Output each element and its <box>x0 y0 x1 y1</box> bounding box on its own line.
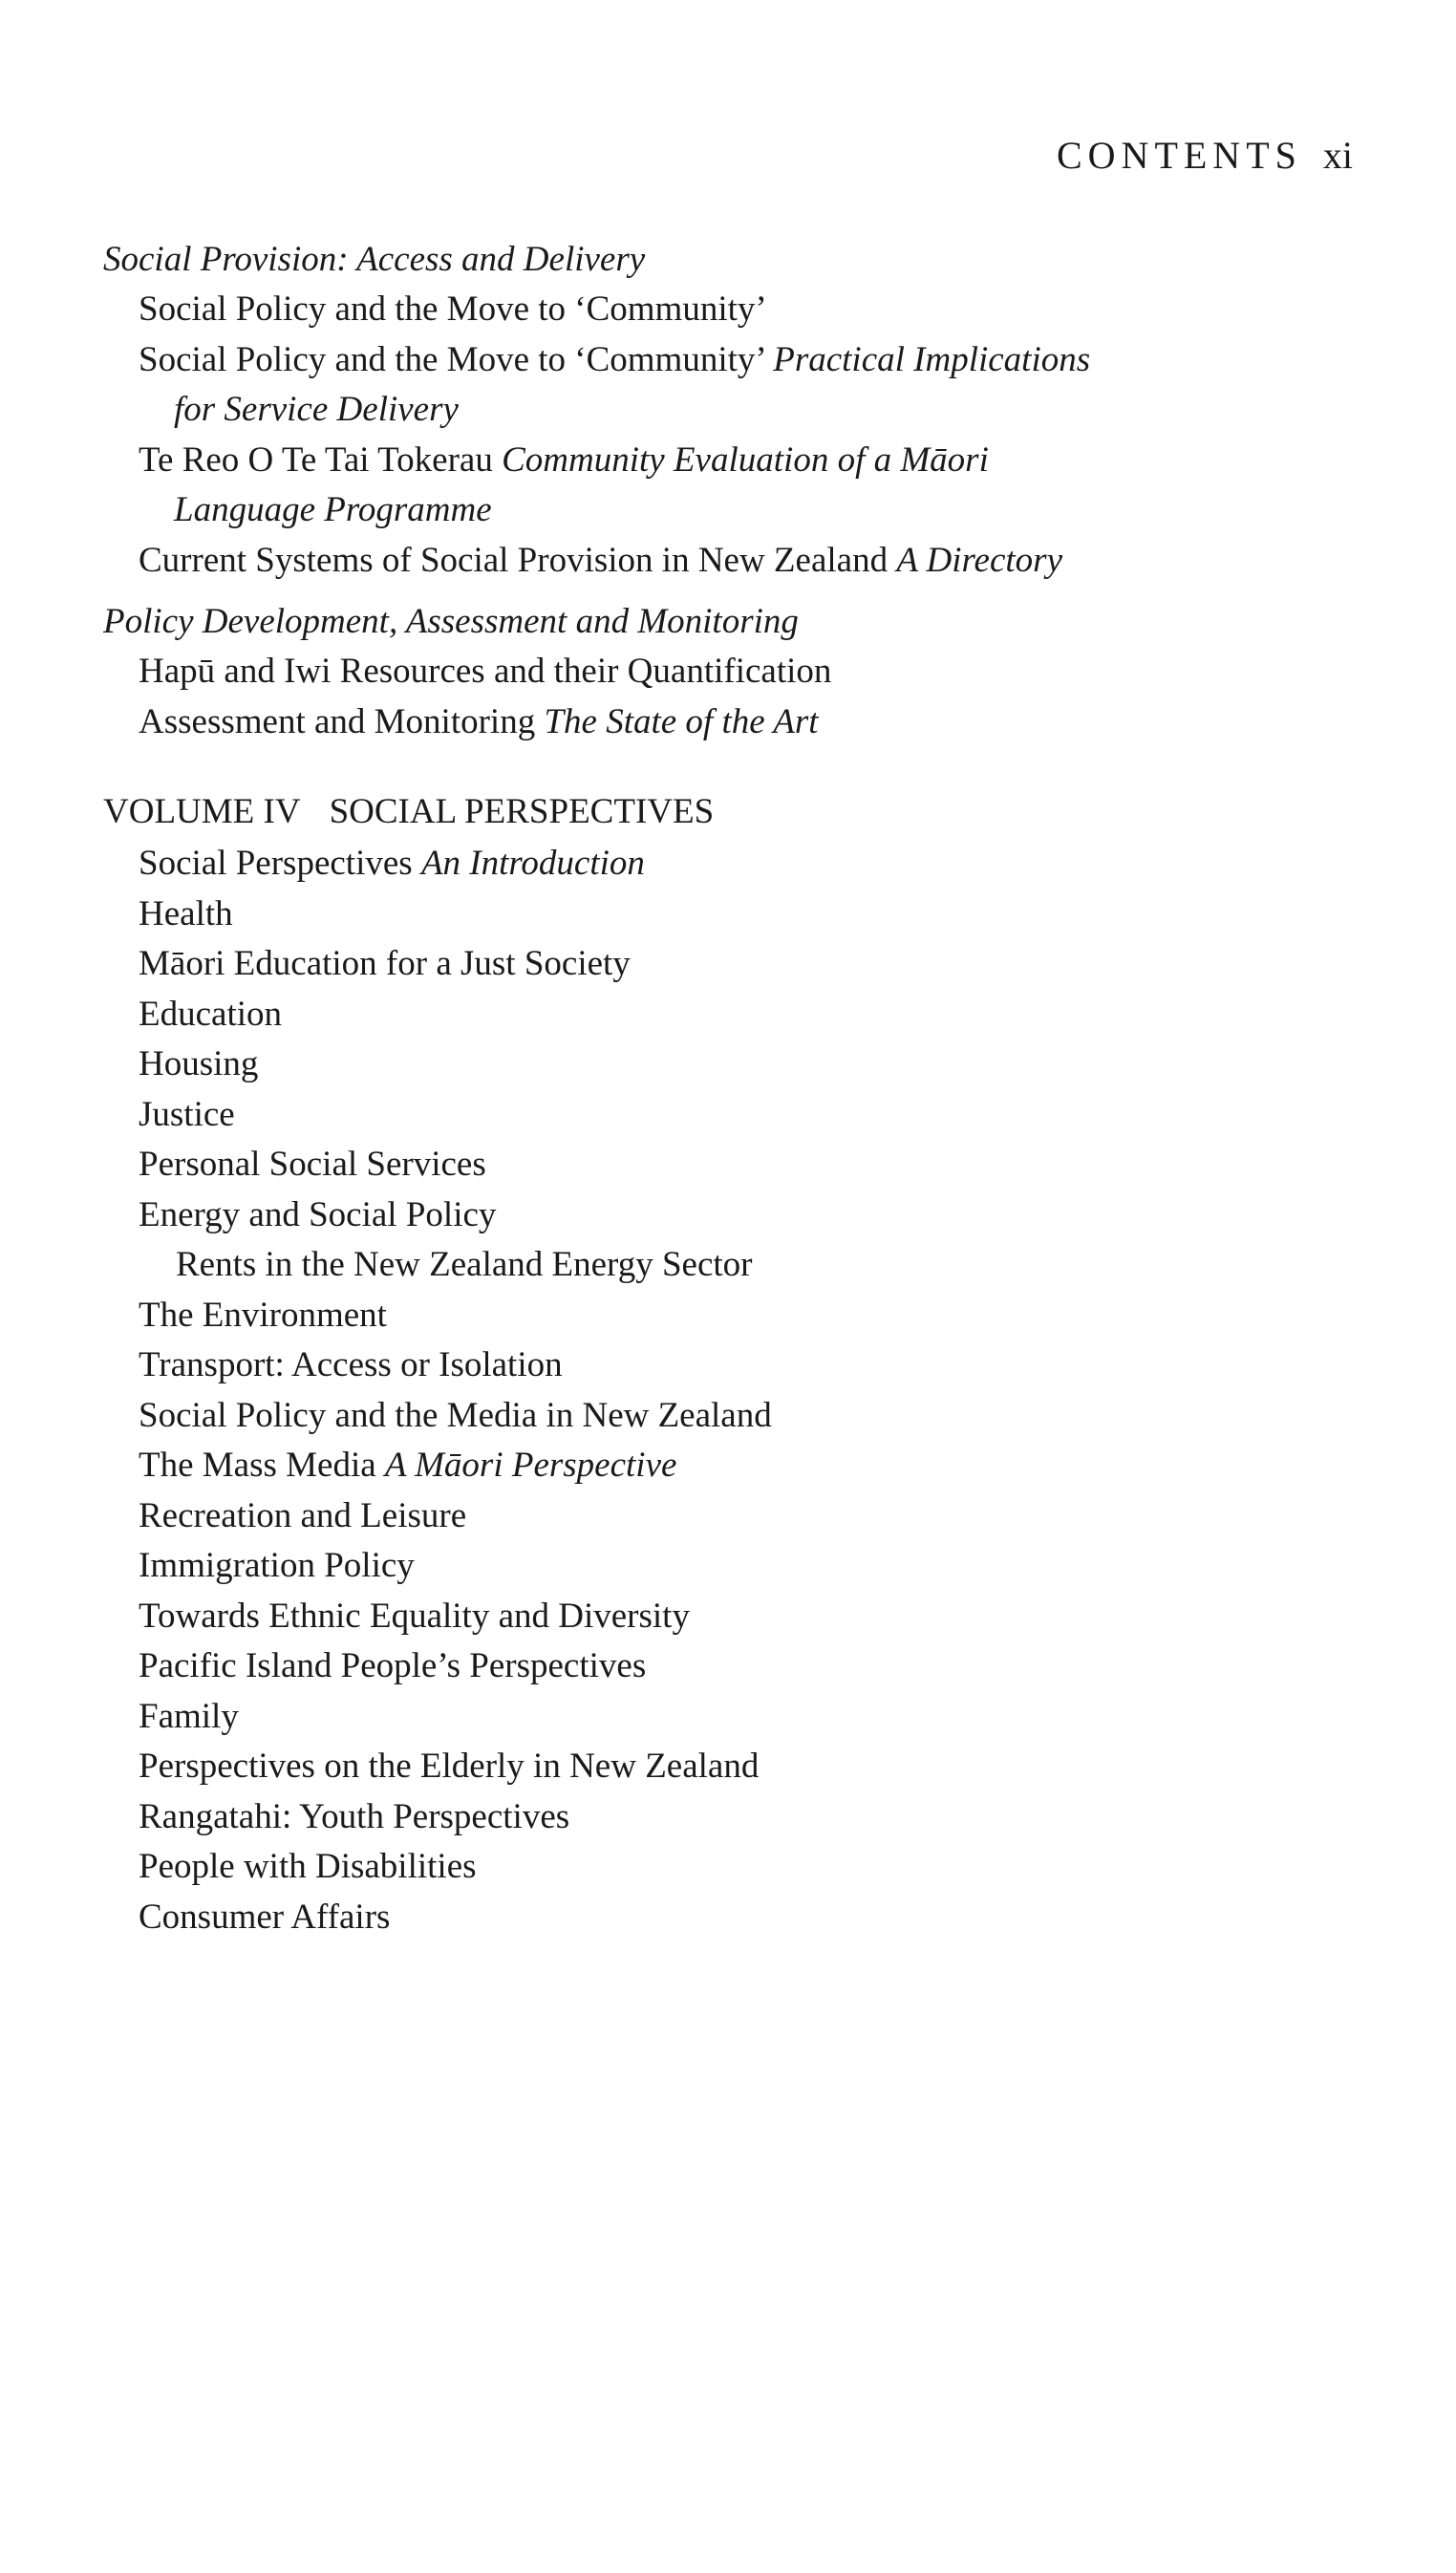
toc-entry <box>139 1893 1364 1943</box>
entry-title: People with Disabilities <box>139 1847 477 1886</box>
section-heading: Social Provision: Access and Delivery <box>103 240 646 279</box>
toc-sub-entry <box>176 1240 1364 1291</box>
toc-entry <box>139 436 1364 536</box>
running-head-title: CONTENTS <box>1056 134 1302 177</box>
table-of-contents <box>103 235 1364 1942</box>
entry-title: Pacific Island People’s Perspectives <box>139 1646 647 1685</box>
entry-subtitle: A Māori Perspective <box>384 1446 677 1485</box>
entry-title: Housing <box>139 1044 259 1083</box>
toc-entry <box>139 939 1364 990</box>
toc-entry <box>139 1190 1364 1241</box>
entry-title: Transport: Access or Isolation <box>139 1345 563 1384</box>
entry-title: Recreation and Leisure <box>139 1495 467 1535</box>
entry-subtitle-continued: for Service Delivery <box>174 390 459 429</box>
running-head <box>1056 134 1353 177</box>
toc-entry <box>139 1441 1364 1491</box>
entry-title: Family <box>139 1696 239 1736</box>
entry-title: Rents in the New Zealand Energy Sector <box>176 1245 753 1284</box>
volume-heading <box>103 785 1364 839</box>
toc-entry <box>139 1742 1364 1792</box>
toc-entry <box>139 1040 1364 1090</box>
toc-entry <box>139 990 1364 1040</box>
page-number: xi <box>1322 134 1353 177</box>
toc-entry <box>139 647 1364 697</box>
entry-subtitle: The State of the Art <box>544 701 819 741</box>
entry-title: Social Policy and the Move to ‘Community’ <box>139 289 767 329</box>
toc-entry <box>139 1090 1364 1141</box>
entry-title: Te Reo O Te Tai Tokerau <box>139 440 493 480</box>
toc-entry <box>139 839 1364 890</box>
section-heading: Policy Development, Assessment and Monitoring <box>103 602 799 641</box>
entry-title: Energy and Social Policy <box>139 1194 497 1234</box>
entry-title: Personal Social Services <box>139 1145 486 1184</box>
toc-entry <box>139 1541 1364 1592</box>
entry-title: The Environment <box>139 1295 387 1335</box>
volume-title: SOCIAL PERSPECTIVES <box>329 792 715 831</box>
entry-title: Rangatahi: Youth Perspectives <box>139 1796 570 1836</box>
toc-entry <box>139 697 1364 748</box>
volume-number: VOLUME IV <box>103 792 301 831</box>
entry-subtitle: Community Evaluation of a Māori <box>502 440 989 480</box>
toc-entry <box>139 536 1364 587</box>
entry-title: Assessment and Monitoring <box>139 701 536 741</box>
toc-entry <box>139 335 1364 436</box>
entry-title: Health <box>139 893 233 933</box>
entry-title: Immigration Policy <box>139 1546 415 1585</box>
entry-title: Social Policy and the Media in New Zealand <box>139 1395 772 1435</box>
entry-title: Hapū and Iwi Resources and their Quantification <box>139 652 832 691</box>
toc-entry <box>139 1592 1364 1642</box>
toc-entry <box>139 1842 1364 1893</box>
toc-entry <box>139 1491 1364 1542</box>
entry-title: Education <box>139 994 283 1034</box>
toc-entry <box>139 1641 1364 1692</box>
toc-entry <box>139 890 1364 940</box>
toc-entry <box>139 1340 1364 1391</box>
toc-entry <box>139 1792 1364 1843</box>
entry-title: Māori Education for a Just Society <box>139 944 631 983</box>
toc-entry <box>139 1291 1364 1341</box>
entry-title: Perspectives on the Elderly in New Zealand <box>139 1747 760 1786</box>
entry-subtitle: A Directory <box>896 540 1062 580</box>
entry-title: Social Perspectives <box>139 844 413 883</box>
entry-title: Towards Ethnic Equality and Diversity <box>139 1596 690 1636</box>
toc-entry <box>139 1391 1364 1442</box>
toc-entry <box>139 1692 1364 1743</box>
entry-title: Current Systems of Social Provision in New Zealand <box>139 540 889 580</box>
entry-subtitle: An Introduction <box>420 844 645 883</box>
toc-entry <box>139 1140 1364 1190</box>
toc-entry <box>139 285 1364 335</box>
entry-subtitle-continued: Language Programme <box>174 490 492 529</box>
entry-title: The Mass Media <box>139 1446 376 1485</box>
entry-title: Justice <box>139 1094 235 1134</box>
entry-title: Social Policy and the Move to ‘Community’ <box>139 339 764 379</box>
entry-subtitle: Practical Implications <box>773 339 1091 379</box>
entry-title: Consumer Affairs <box>139 1897 391 1937</box>
